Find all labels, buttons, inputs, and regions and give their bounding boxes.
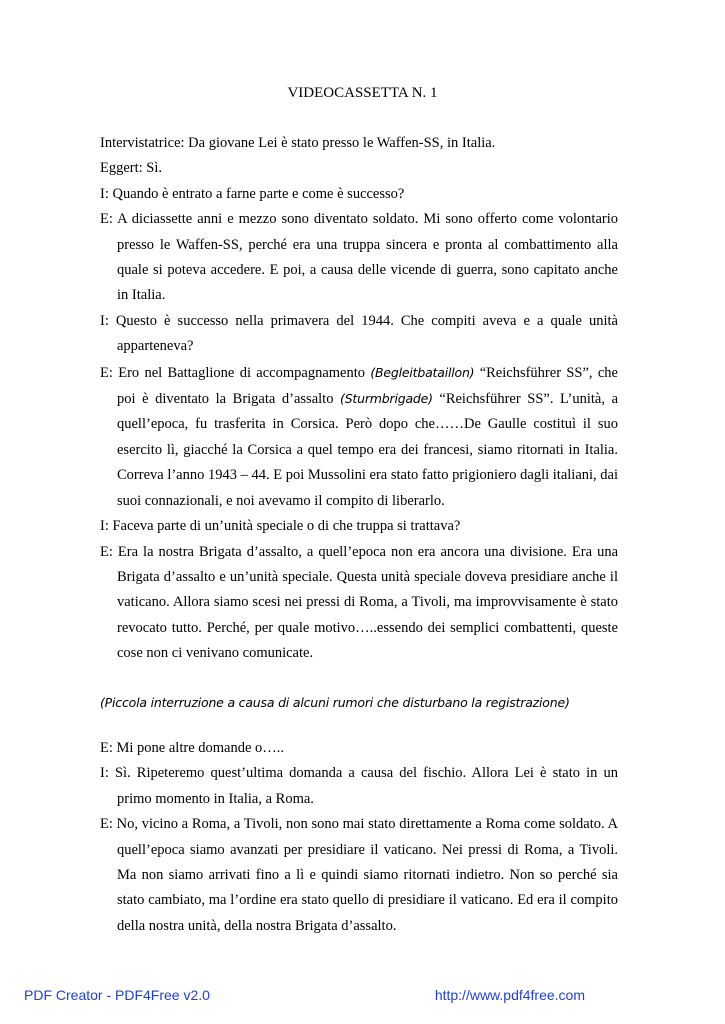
paragraph-answer: E: A diciassette anni e mezzo sono diventato soldato. Mi sono offerto come volontario presso le Waffen-SS, perché era una truppa sincera e pronta al combattimento alla quale si poteva accedere. E poi, a causa delle vicende di guerra, sono capitato anche in Italia. — [100, 211, 618, 304]
paragraph-question: I: Quando è entrato a farne parte e come è successo? — [100, 185, 405, 202]
document-body — [100, 131, 618, 939]
paragraph-question: I: Questo è successo nella primavera del 1944. Che compiti aveva e a quale unità apparteneva? — [100, 312, 618, 355]
pdf-creator-watermark: PDF Creator - PDF4Free v2.0 — [24, 987, 210, 1003]
paragraph-text: E: Ero nel Battaglione di accompagnamento — [100, 364, 371, 381]
paragraph-text: “Reichsführer SS”. L’unità, a quell’epoca, fu trasferita in Corsica. Però dopo che……De Gaulle costituì il suo esercito lì, giacché la Corsica a quel tempo era dei francesi, siamo ritornati in Italia. Correva l’anno 1943 – 44. E poi Mussolini era stato fatto prigioniero dagli italiani, dai suoi connazionali, e noi avevamo il compito di liberarlo. — [117, 391, 619, 509]
paragraph-answer: E: No, vicino a Roma, a Tivoli, non sono mai stato direttamente a Roma come soldato. A quell’epoca siamo avanzati per presidiare il vaticano. Nei pressi di Roma, a Tivoli. Ma non siamo arrivati fino a lì e quindi siamo ritornati indietro. Non so perché sia stato cambiato, ma l’ordine era stato quello di presidiare il vaticano. Ed era il compito della nostra unità, della nostra Brigata d’assalto. — [100, 816, 618, 934]
paragraph-answer: E: Era la nostra Brigata d’assalto, a quell’epoca non era ancora una divisione. Era una Brigata d’assalto e un’unità speciale. Questa unità speciale doveva presidiare anche il vaticano. Allora siamo scesi nei pressi di Roma, a Tivoli, ma improvvisamente è stato revocato tutto. Perché, per quale motivo…..essendo dei semplici combattenti, queste cose non ci venivano comunicate. — [100, 543, 618, 662]
spacer — [100, 667, 618, 690]
paragraph-answer: Eggert: Sì. — [100, 160, 163, 177]
recording-note: (Piccola interruzione a causa di alcuni rumori che disturbano la registrazione) — [100, 694, 570, 710]
italic-term: (Sturmbrigade) — [340, 391, 433, 407]
paragraph-question: Intervistatrice: Da giovane Lei è stato presso le Waffen-SS, in Italia. — [100, 135, 496, 151]
paragraph-question: I: Sì. Ripeteremo quest’ultima domanda a causa del fischio. Allora Lei è stato in un primo momento in Italia, a Roma. — [100, 765, 618, 807]
paragraph-answer: E: Mi pone altre domande o….. — [100, 739, 285, 756]
pdf4free-link[interactable]: http://www.pdf4free.com — [434, 987, 585, 1003]
paragraph-question: I: Faceva parte di un’unità speciale o di che truppa si trattava? — [100, 518, 461, 535]
paragraph-text: “Reichsführer SS”, che poi è diventato la Brigata d’assalto — [117, 364, 618, 408]
document-title: VIDEOCASSETTA N. 1 — [287, 85, 438, 101]
italic-term: (Begleitbataillon) — [370, 364, 475, 380]
paragraph-answer — [100, 360, 618, 514]
spacer — [100, 715, 618, 736]
